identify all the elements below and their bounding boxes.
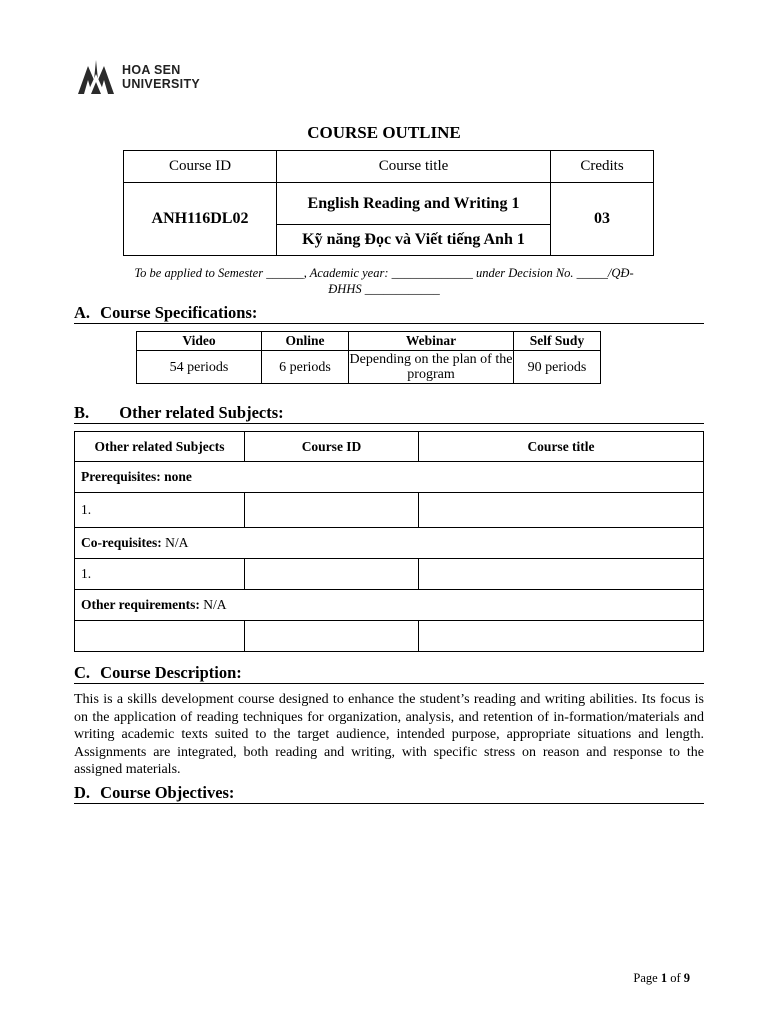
coreq-item-course-id (245, 559, 419, 590)
course-title-cell (277, 183, 551, 256)
logo-line2: UNIVERSITY (122, 77, 201, 91)
section-a-heading (74, 304, 704, 324)
corequisites-label: Co-requisites: (81, 535, 162, 550)
other-requirements-row (75, 590, 704, 621)
coreq-item-course-title (419, 559, 704, 590)
section-c-heading (74, 664, 704, 684)
spec-value-webinar: Depending on the plan of the program (349, 352, 513, 382)
course-title-vn: Kỹ năng Đọc và Viết tiếng Anh 1 (302, 231, 525, 248)
rel-header-course-id: Course ID (245, 432, 419, 462)
course-title-en: English Reading and Writing 1 (277, 183, 550, 225)
prereq-item-course-title (419, 493, 704, 528)
section-d-heading (74, 784, 704, 804)
spec-header-video: Video (137, 332, 262, 351)
course-info-table (123, 150, 654, 256)
page-current: 1 (660, 971, 668, 985)
course-description-text: This is a skills development course designed to enhance the student’s reading and writing abilities. Its focus is on the application of reading techniques for organization, analysis, and retention of in-formation/materials and writing academic texts suited to the target audience, intended purpose, appropriate situations and length. Assignments are integrated, both reading and writing, with specific stress on reason and response to the assigned materials. (74, 692, 704, 777)
page-total: 9 (683, 971, 690, 985)
university-logo (74, 56, 200, 98)
table-row (75, 528, 704, 559)
logo-text (122, 63, 200, 91)
page-title: COURSE OUTLINE (307, 123, 461, 142)
page-number (633, 971, 690, 986)
course-specifications-table (136, 331, 601, 384)
section-b-title: Other related Subjects: (119, 403, 284, 422)
applied-line2: ĐHHS ____________ (328, 282, 440, 296)
table-row (75, 621, 704, 652)
spec-header-self-study: Self Sudy (514, 332, 601, 351)
credits-header: Credits (551, 151, 654, 183)
table-row (75, 493, 704, 528)
prerequisites-row: Prerequisites: none (75, 462, 704, 493)
table-row (75, 590, 704, 621)
section-b-heading (74, 404, 704, 424)
section-a-title: Course Specifications: (100, 303, 258, 322)
other-req-item-2 (245, 621, 419, 652)
coreq-item-number: 1. (75, 559, 245, 590)
rel-header-course-title: Course title (419, 432, 704, 462)
lotus-logo-icon (74, 56, 118, 98)
course-id-header: Course ID (124, 151, 277, 183)
corequisites-value: N/A (165, 535, 189, 550)
course-id-value: ANH116DL02 (124, 183, 277, 256)
credits-value: 03 (551, 183, 654, 256)
rel-header-subjects: Other related Subjects (75, 432, 245, 462)
corequisites-row (75, 528, 704, 559)
prereq-item-course-id (245, 493, 419, 528)
spec-header-online: Online (262, 332, 349, 351)
related-subjects-table (74, 431, 704, 652)
other-requirements-label: Other requirements: (81, 597, 200, 612)
section-d-label: D. (74, 783, 91, 802)
section-d-title: Course Objectives: (100, 783, 235, 802)
spec-value-self-study: 90 periods (514, 351, 601, 384)
section-c-label: C. (74, 663, 91, 682)
spec-value-online: 6 periods (262, 351, 349, 384)
table-row (75, 462, 704, 493)
other-req-item-3 (419, 621, 704, 652)
other-req-item-1 (75, 621, 245, 652)
prereq-item-number: 1. (75, 493, 245, 528)
logo-line1: HOA SEN (122, 63, 181, 77)
page-word: Page (633, 971, 658, 985)
section-b-label: B. (74, 403, 90, 422)
applied-line1: To be applied to Semester ______, Academic year: _____________ under Decision No. _____/QĐ- (134, 266, 634, 280)
course-title-header: Course title (277, 151, 551, 183)
other-requirements-value: N/A (203, 597, 227, 612)
spec-header-webinar: Webinar (349, 332, 514, 351)
applied-semester-note (70, 265, 698, 297)
section-c-title: Course Description: (100, 663, 242, 682)
section-a-label: A. (74, 303, 91, 322)
of-word: of (670, 971, 681, 985)
table-row (75, 559, 704, 590)
spec-value-video: 54 periods (137, 351, 262, 384)
